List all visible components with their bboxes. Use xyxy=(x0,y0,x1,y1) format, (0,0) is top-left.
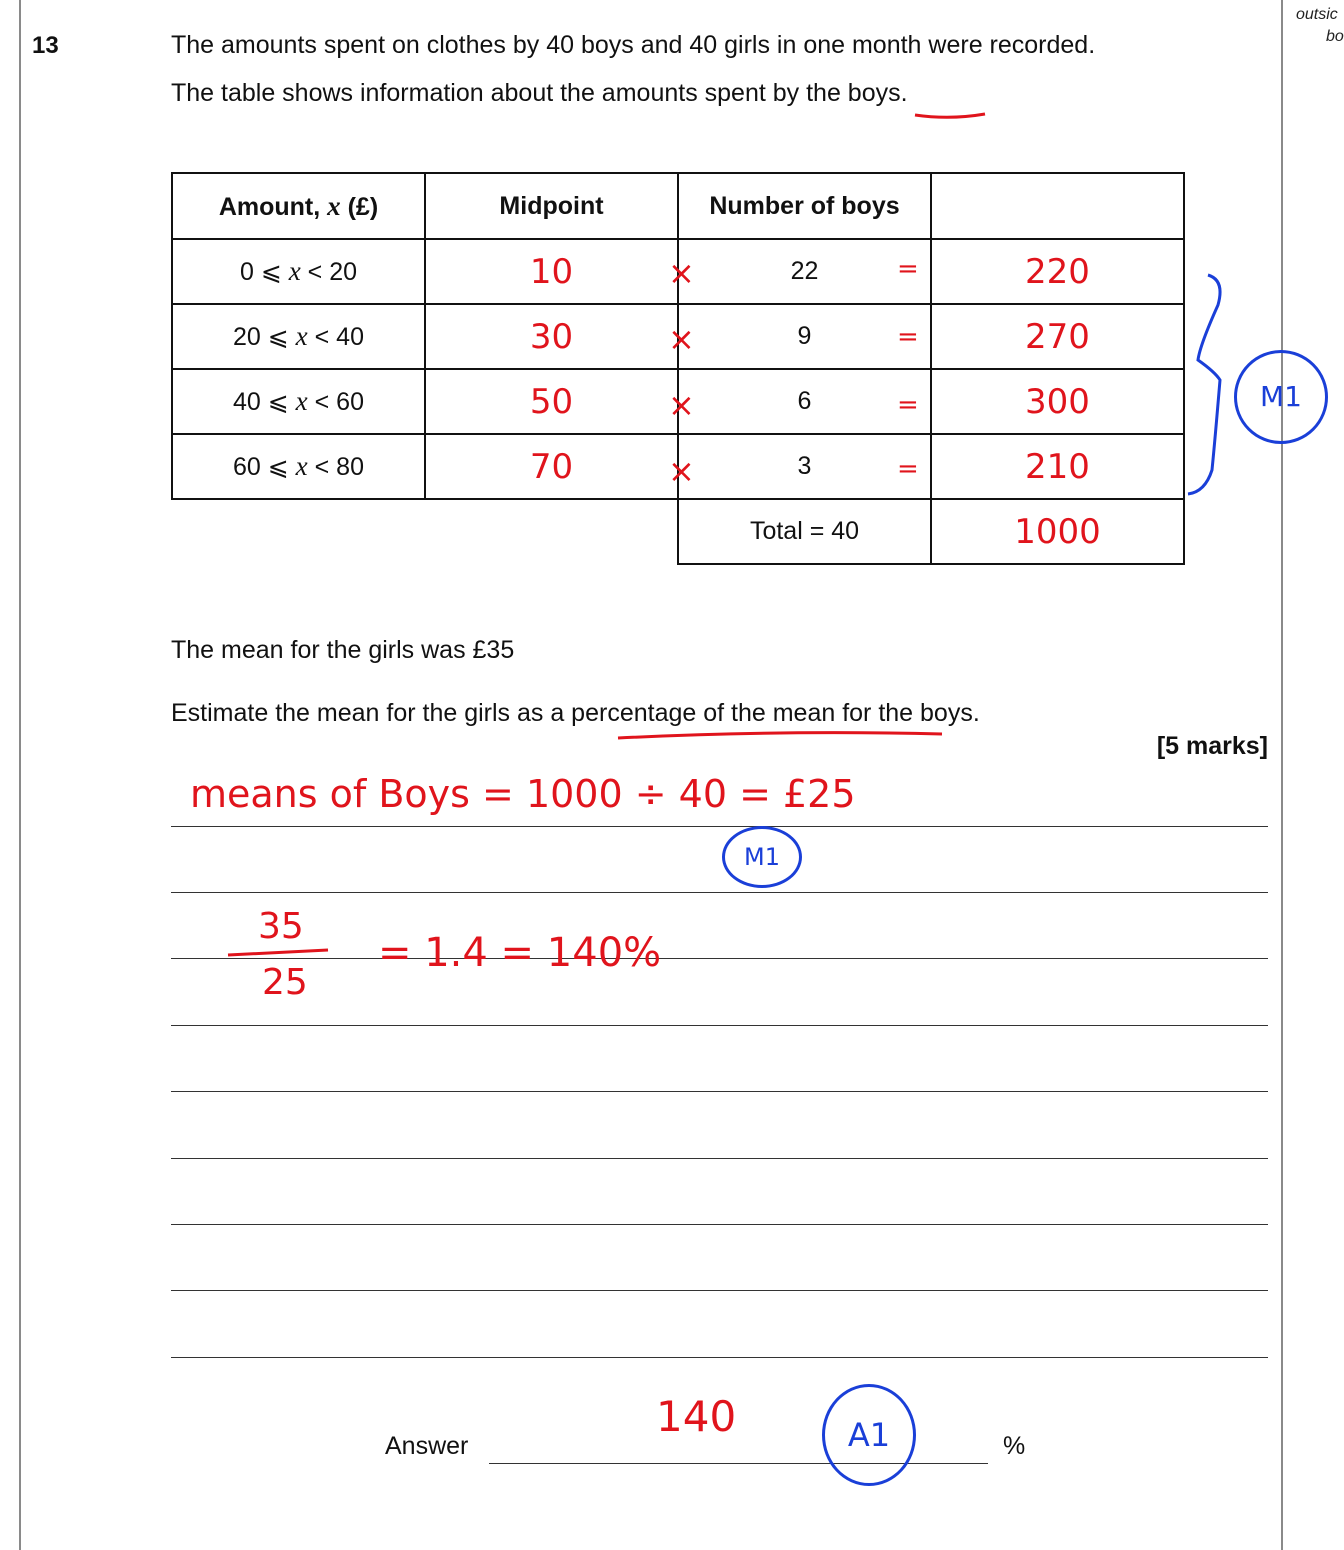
answer-line xyxy=(171,826,1268,827)
boys-count: 6 xyxy=(678,369,931,434)
answer-line xyxy=(171,1158,1268,1159)
header-amount: Amount, x (£) xyxy=(172,173,425,239)
fraction-denominator: 25 xyxy=(262,962,308,1003)
equals-mark: = xyxy=(897,254,919,284)
header-number-of-boys: Number of boys xyxy=(678,173,931,239)
girls-mean-text: The mean for the girls was £35 xyxy=(171,636,515,664)
class-interval: 40 ⩽ x < 60 xyxy=(172,369,425,434)
header-midpoint: Midpoint xyxy=(425,173,678,239)
product-value: 220 xyxy=(931,239,1184,304)
answer-line xyxy=(171,1091,1268,1092)
boys-count: 3 xyxy=(678,434,931,499)
midpoint-value: 70 xyxy=(425,434,678,499)
fraction-numerator: 35 xyxy=(258,906,304,947)
m1-mark-label: M1 xyxy=(1260,380,1302,413)
margin-note-line-2: bo xyxy=(1326,28,1344,45)
total-product: 1000 xyxy=(931,499,1184,564)
working-mean-boys: means of Boys = 1000 ÷ 40 = £25 xyxy=(190,772,856,816)
m1-mark-circle xyxy=(1234,350,1328,444)
product-value: 210 xyxy=(931,434,1184,499)
task-text: Estimate the mean for the girls as a percentage of the mean for the boys. xyxy=(171,699,980,727)
fraction-bar xyxy=(228,950,328,955)
brace-icon xyxy=(1188,275,1220,494)
m1-work-label: M1 xyxy=(744,843,780,871)
answer-label: Answer xyxy=(385,1432,469,1460)
equals-mark: = xyxy=(897,390,919,420)
underline-boys xyxy=(915,114,985,117)
total-boys: Total = 40 xyxy=(678,499,931,564)
question-table-intro: The table shows information about the amounts spent by the boys. xyxy=(171,79,908,107)
answer-line xyxy=(171,958,1268,959)
times-mark: × xyxy=(668,254,695,292)
margin-note-line-1: outsic xyxy=(1296,6,1338,23)
a1-mark-label: A1 xyxy=(847,1416,891,1454)
answer-line xyxy=(171,892,1268,893)
answer-line xyxy=(171,1025,1268,1026)
product-value: 270 xyxy=(931,304,1184,369)
boys-count: 22 xyxy=(678,239,931,304)
times-mark: × xyxy=(668,320,695,358)
underline-percentage xyxy=(618,733,942,738)
answer-line xyxy=(171,1357,1268,1358)
question-number: 13 xyxy=(32,32,59,59)
equals-mark: = xyxy=(897,454,919,484)
answer-line xyxy=(171,1224,1268,1225)
answer-value: 140 xyxy=(656,1392,737,1441)
answer-unit: % xyxy=(1003,1432,1026,1460)
answer-input-line[interactable] xyxy=(489,1463,988,1464)
class-interval: 60 ⩽ x < 80 xyxy=(172,434,425,499)
class-interval: 0 ⩽ x < 20 xyxy=(172,239,425,304)
marks-label: [5 marks] xyxy=(1156,732,1268,760)
midpoint-value: 30 xyxy=(425,304,678,369)
working-percentage: = 1.4 = 140% xyxy=(378,930,662,976)
midpoint-value: 50 xyxy=(425,369,678,434)
equals-mark: = xyxy=(897,322,919,352)
midpoint-value: 10 xyxy=(425,239,678,304)
question-intro: The amounts spent on clothes by 40 boys and 40 girls in one month were recorded. xyxy=(171,31,1096,59)
class-interval: 20 ⩽ x < 40 xyxy=(172,304,425,369)
m1-work-circle xyxy=(722,826,802,888)
a1-mark-circle xyxy=(822,1384,916,1486)
boys-count: 9 xyxy=(678,304,931,369)
product-value: 300 xyxy=(931,369,1184,434)
times-mark: × xyxy=(668,386,695,424)
times-mark: × xyxy=(668,452,695,490)
answer-line xyxy=(171,1290,1268,1291)
